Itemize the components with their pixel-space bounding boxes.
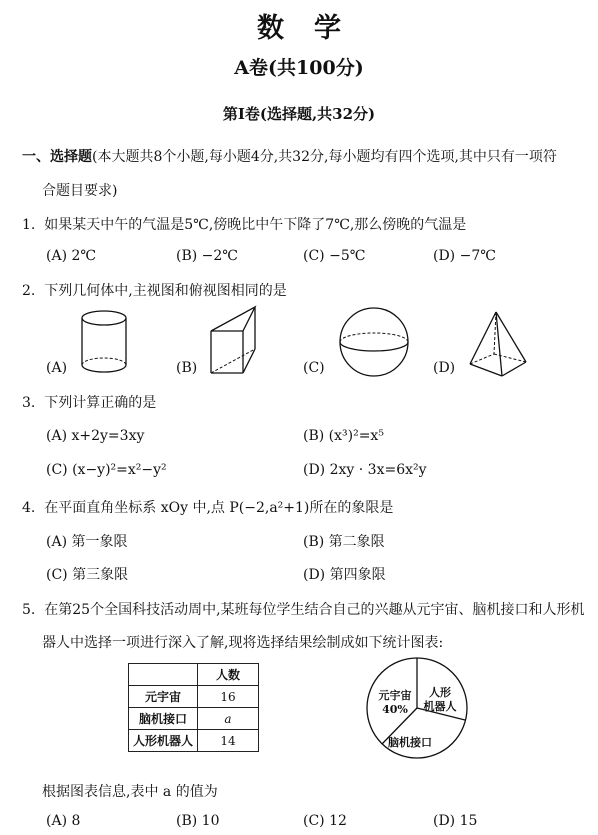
table-row-label: 元宇宙: [129, 686, 198, 708]
q4-option-a: (A) 第一象限: [46, 534, 128, 550]
prism-figure: [205, 303, 267, 379]
paper-subtitle: A卷(共100分): [234, 57, 364, 79]
q1-stem: 如果某天中午的气温是5℃,傍晚比中午下降了7℃,那么傍晚的气温是: [44, 217, 467, 233]
table-row-value: 14: [198, 730, 259, 752]
table-row-label: 人形机器人: [129, 730, 198, 752]
q2-option-c: (C): [303, 360, 325, 376]
q2-number: 2.: [22, 283, 36, 299]
q1-number: 1.: [22, 217, 36, 233]
q3-number: 3.: [22, 395, 36, 411]
q1-option-c: (C) −5℃: [303, 248, 366, 264]
statistics-table: [128, 663, 259, 752]
q3-option-d: (D) 2xy · 3x=6x²y: [303, 462, 427, 478]
question-3: [22, 392, 156, 412]
q3-stem: 下列计算正确的是: [44, 395, 157, 411]
q3-option-a: (A) x+2y=3xy: [46, 428, 145, 444]
instructions-line1: (本大题共8个小题,每小题4分,共32分,每小题均有四个选项,其中只有一项符: [92, 149, 557, 165]
q3-option-c: (C) (x−y)²=x²−y²: [46, 462, 167, 478]
table-header-count: 人数: [198, 664, 259, 686]
q5-question: 根据图表信息,表中 a 的值为: [42, 784, 218, 800]
q1-option-a: (A) 2℃: [46, 248, 97, 264]
q4-number: 4.: [22, 500, 36, 516]
q4-option-b: (B) 第二象限: [303, 534, 385, 550]
q2-option-b: (B): [176, 360, 198, 376]
table-row: [129, 730, 259, 752]
table-corner-cell: [129, 664, 198, 686]
q1-option-b: (B) −2℃: [176, 248, 238, 264]
q5-option-d: (D) 15: [433, 813, 478, 829]
question-5: [22, 599, 585, 619]
table-header-row: [129, 664, 259, 686]
q4-option-c: (C) 第三象限: [46, 567, 129, 583]
q2-stem: 下列几何体中,主视图和俯视图相同的是: [44, 283, 287, 299]
pyramid-figure: [466, 310, 532, 380]
table-row: [129, 708, 259, 730]
q2-option-a: (A): [46, 360, 68, 376]
cylinder-figure: [78, 308, 130, 378]
table-row-value: 16: [198, 686, 259, 708]
part-instructions: [22, 146, 557, 166]
question-2: [22, 280, 287, 300]
q5-stem-line2: 器人中选择一项进行深入了解,现将选择结果绘制成如下统计图表:: [42, 635, 444, 651]
question-4: [22, 497, 393, 517]
table-row: [129, 686, 259, 708]
pie-label-metaverse-name: 元宇宙: [378, 689, 412, 702]
pie-label-metaverse: [370, 689, 420, 717]
pie-label-bci: 脑机接口: [388, 736, 432, 749]
page-title: 数学: [257, 13, 371, 44]
q4-stem: 在平面直角坐标系 xOy 中,点 P(−2,a²+1)所在的象限是: [44, 500, 394, 516]
sphere-figure: [338, 306, 410, 378]
q3-option-b: (B) (x³)²=x⁵: [303, 428, 384, 444]
table-row-label: 脑机接口: [129, 708, 198, 730]
q5-option-a: (A) 8: [46, 813, 81, 829]
q5-option-c: (C) 12: [303, 813, 347, 829]
q5-option-b: (B) 10: [176, 813, 220, 829]
q2-option-d: (D): [433, 360, 456, 376]
q4-option-d: (D) 第四象限: [303, 567, 386, 583]
q5-number: 5.: [22, 602, 36, 618]
instructions-line2: 合题目要求): [42, 183, 118, 199]
table-row-value: a: [198, 708, 259, 730]
q1-option-d: (D) −7℃: [433, 248, 496, 264]
part-heading: 一、选择题: [22, 149, 92, 165]
pie-label-humanoid: [418, 686, 462, 714]
section-title: 第Ⅰ卷(选择题,共32分): [222, 105, 376, 123]
pie-label-metaverse-percent: 40%: [382, 703, 408, 716]
pie-label-humanoid-line1: 人形: [429, 686, 451, 699]
pie-label-humanoid-line2: 机器人: [423, 700, 457, 713]
q5-stem-line1: 在第25个全国科技活动周中,某班每位学生结合自己的兴趣从元宇宙、脑机接口和人形机: [44, 602, 585, 618]
question-1: [22, 214, 466, 234]
